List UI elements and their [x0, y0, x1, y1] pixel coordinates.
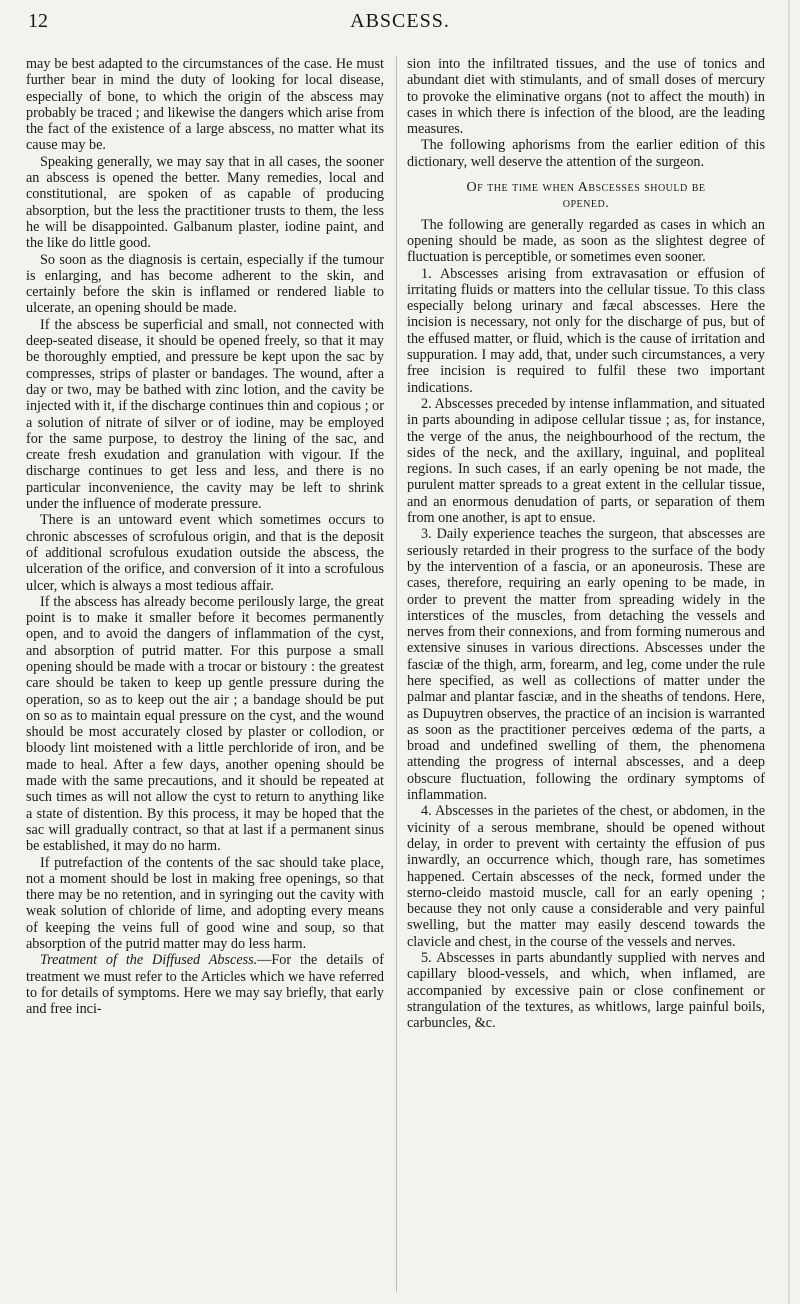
right-column: [407, 56, 765, 1032]
paragraph: may be best adapted to the circumstances of the case. He must further bear in mind the duty of looking for local disease, especially of bone, to which the origin of the abscess may probably be traced ; and likewise the dangers which arise from the fact of the existence of a large abscess, no matter what its cause may be.: [26, 56, 384, 154]
paragraph: 5. Abscesses in parts abundantly supplied with nerves and capillary blood-vessels, and which, when inflamed, are accompanied by excessive pain or close confinement or strangulation of the textures, as whitlows, large painful boils, carbuncles, &c.: [407, 950, 765, 1032]
running-title: ABSCESS.: [350, 10, 450, 32]
paragraph: Speaking generally, we may say that in all cases, the sooner an abscess is opened the better. Many remedies, local and constitutional, are spoken of as capable of producing absorption, but the less the practitioner trusts to them, the less he will be disappointed. Galbanum plaster, iodine paint, and the like do little good.: [26, 153, 384, 252]
paragraph: If the abscess be superficial and small, not connected with deep-seated disease, it should be opened freely, so that it may be thoroughly emptied, and pressure be kept upon the sac by compresses, strips of plaster or bandages. The wound, after a day or two, may be bathed with zinc lotion, and the cavity be injected with it, if the discharge continues thin and copious ; or a solution of nitrate of silver or of iodine, may be employed for the same purpose, to destroy the lining of the sac, and create fresh exudation and granulation with vigour. If the discharge continues to get less and less, and there is no particular inconvenience, the cavity may be left to shrink under the influence of moderate pressure.: [26, 316, 384, 513]
paragraph: There is an untoward event which sometimes occurs to chronic abscesses of scrofulous origin, and that is the deposit of additional scrofulous exudation outside the abscess, the ulceration of the orifice, and conversion of it into a scrofulous ulcer, which is always a most tedious affair.: [26, 512, 384, 594]
page-number: 12: [28, 10, 48, 32]
paragraph: 4. Abscesses in the parietes of the chest, or abdomen, in the vicinity of a serous membrane, should be opened without delay, in order to prevent with certainty the effusion of pus inwardly, an occurrence which, though rare, has sometimes happened. Certain abscesses of the neck, formed under the sterno-cleido mastoid muscle, call for an early opening ; because they not only cause a considerable and very painful swelling, but the matter may easily descend towards the clavicle and chest, in the course of the vessels and nerves.: [407, 803, 765, 950]
section-heading-line: Of the time when Abscesses should be: [466, 180, 706, 196]
section-heading-line: opened.: [562, 196, 610, 212]
page-edge: [788, 0, 790, 1304]
paragraph: The following are generally regarded as cases in which an opening should be made, as soon as the slightest degree of fluctuation is perceptible, or sometimes even sooner.: [407, 216, 765, 266]
paragraph: 2. Abscesses preceded by intense inflammation, and situated in parts abounding in adipose cellular tissue ; as, for instance, the verge of the anus, the neighbourhood of the rectum, the sides of the neck, and the axillary, inguinal, and popliteal regions. In such cases, if an early opening be not made, the purulent matter spreads to a great extent in the cellular tissue, and an enormous denudation of parts, or separation of them from one another, is apt to ensue.: [407, 395, 765, 527]
paragraph: If the abscess has already become perilously large, the great point is to make it smaller before it becomes permanently open, and to avoid the dangers of inflammation of the cyst, and absorption of putrid matter. For this purpose a small opening should be made with a trocar or bistoury : the greatest care should be taken to keep up gentle pressure during the operation, so as to keep out the air ; a bandage should be put on so as to maintain equal pressure on the cyst, and the wound should be most accurately closed by plaster or collodion, or bloody lint moistened with a little perchloride of iron, and be made to heal. After a few days, another opening should be made with the same precautions, and it should be repeated at such times as will not allow the cyst to return to anything like a state of distention. By this process, it may be hoped that the sac will gradually contract, so that at last if a permanent sinus be established, it may do no harm.: [26, 593, 384, 855]
paragraph-body: —For the details of treatment we must refer to the Articles which we have referred to for details of symptoms. Here we may say briefly, that early and free inci-: [26, 952, 384, 1018]
paragraph: The following aphorisms from the earlier edition of this dictionary, well deserve the attention of the surgeon.: [407, 137, 765, 170]
paragraph: 3. Daily experience teaches the surgeon, that abscesses are seriously retarded in their progress to the surface of the body by the intervention of a fascia, or an aponeurosis. These are cases, therefore, requiring an early opening to be made, in order to prevent the matter from spreading widely in the interstices of the muscles, from detaching the vessels and nerves from their connexions, and from forming numerous and extensive sinuses in various directions. Abscesses under the fasciæ of the thigh, arm, forearm, and leg, come under the rule here specified, as well as collections of matter under the palmar and plantar fasciæ, and in the sheaths of tendons. Here, as Dupuytren observes, the practice of an incision is warranted as soon as the practitioner perceives œdema of the parts, a broad and undefined swelling of them, the phenomena attending the progress of internal abscesses, and a deep obscure fluctuation, following the ordinary symptoms of inflammation.: [407, 526, 765, 804]
section-heading: [407, 180, 765, 213]
column-divider: [396, 56, 397, 1292]
paragraph: So soon as the diagnosis is certain, especially if the tumour is enlarging, and has become adherent to the skin, and certainly before the skin is inflamed or rendered liable to ulcerate, an opening should be made.: [26, 251, 384, 317]
paragraph: sion into the infiltrated tissues, and the use of tonics and abundant diet with stimulants, and of small doses of mercury to provoke the eliminative organs (not to affect the mouth) in cases in which there is infection of the blood, are the leading measures.: [407, 56, 765, 138]
paragraph: If putrefaction of the contents of the sac should take place, not a moment should be lost in making free openings, so that there may be no retention, and in syringing out the cavity with weak solution of chloride of lime, and adopting every means of keeping the veins full of good wine and soup, so that absorption of the putrid matter may do less harm.: [26, 854, 384, 953]
left-column: [26, 56, 384, 1018]
paragraph: 1. Abscesses arising from extravasation or effusion of irritating fluids or matters into the cellular tissue. To this class especially belong urinary and fæcal abscesses. Here the incision is necessary, not only for the discharge of pus, but of the effused matter, or fluid, which is the cause of irritation and suppuration. I may add, that, under such circumstances, a very free incision is required to fulfil these two important indications.: [407, 265, 765, 396]
paragraph-lead-title: Treatment of the Diffused Abscess.: [40, 952, 258, 969]
paragraph: [26, 952, 384, 1017]
page-header: [28, 10, 772, 46]
